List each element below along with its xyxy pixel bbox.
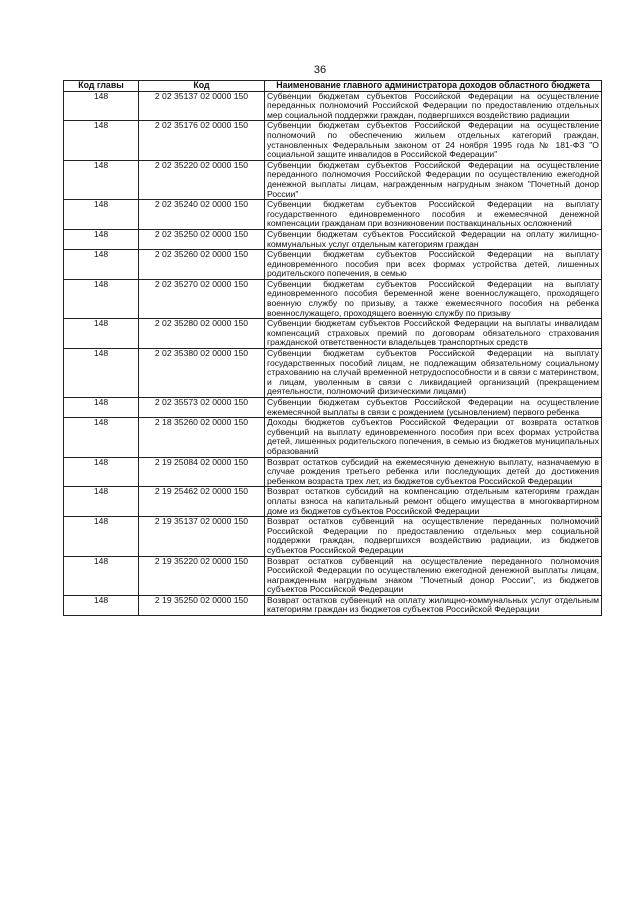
revenue-admin-table [63,80,602,616]
name-cell: Субвенции бюджетам субъектов Российской Федерации на выплату единовременного пособия при всех формах устройства детей, лишенных родительского попечения, в семью [265,250,602,280]
code-cell: 2 19 25084 02 0000 150 [139,457,265,487]
name-cell: Возврат остатков субвенций на осуществление переданного полномочия Российской Федерации по осуществлению ежегодной денежной выплаты лицам, награжденным нагрудным знаком "Почетный донор России", из бюджетов субъектов Российской Федерации [265,556,602,595]
chapter-cell: 148 [64,200,139,230]
table-row [64,349,602,398]
table-row [64,279,602,318]
chapter-cell: 148 [64,91,139,121]
code-cell: 2 02 35137 02 0000 150 [139,91,265,121]
code-cell: 2 02 35280 02 0000 150 [139,319,265,349]
chapter-cell: 148 [64,487,139,517]
table-row [64,517,602,556]
name-cell: Возврат остатков субсидий на ежемесячную денежную выплату, назначаемую в случае рождения третьего ребенка или последующих детей до достижения ребенком возраста трех лет, из бюджетов субъектов Российской Федерации [265,457,602,487]
table-row [64,250,602,280]
code-cell: 2 02 35176 02 0000 150 [139,121,265,160]
name-cell: Возврат остатков субвенций на осуществление переданных полномочий Российской Федерации по предоставлению отдельных мер социальной поддержки граждан, подвергшихся воздействию радиации, из бюджетов субъектов Российской Федерации [265,517,602,556]
table-row [64,398,602,418]
code-cell: 2 02 35380 02 0000 150 [139,349,265,398]
name-cell: Субвенции бюджетам субъектов Российской Федерации на выплату государственных пособий лицам, не подлежащим обязательному социальному страхованию на случай временной нетрудоспособности и в связи с материнством, и лицам, уволенным в связи с ликвидацией организаций (прекращением деятельности, полномочий физическими лицами) [265,349,602,398]
chapter-cell: 148 [64,398,139,418]
chapter-cell: 148 [64,457,139,487]
table-row [64,91,602,121]
code-cell: 2 19 25462 02 0000 150 [139,487,265,517]
name-cell: Субвенции бюджетам субъектов Российской Федерации на выплату государственного единовременного пособия и ежемесячной денежной компенсации гражданам при возникновении поствакцинальных осложнений [265,200,602,230]
code-cell: 2 02 35240 02 0000 150 [139,200,265,230]
table-row [64,556,602,595]
chapter-cell: 148 [64,319,139,349]
chapter-cell: 148 [64,418,139,457]
chapter-cell: 148 [64,349,139,398]
code-cell: 2 02 35260 02 0000 150 [139,250,265,280]
table-body [64,91,602,615]
name-cell: Субвенции бюджетам субъектов Российской Федерации на осуществление переданного полномочия Российской Федерации по осуществлению ежегодной денежной выплаты лицам, награжденным нагрудным знаком "Почетный донор России" [265,160,602,199]
table-row [64,487,602,517]
chapter-cell: 148 [64,279,139,318]
table-row [64,160,602,199]
table-row [64,457,602,487]
name-cell: Доходы бюджетов субъектов Российской Федерации от возврата остатков субвенций на выплату единовременного пособия при всех формах устройства детей, лишенных родительского попечения, в семью из бюджетов муниципальных образований [265,418,602,457]
chapter-cell: 148 [64,250,139,280]
table-row [64,200,602,230]
header-admin-name: Наименование главного администратора доходов областного бюджета [265,81,602,92]
name-cell: Субвенции бюджетам субъектов Российской Федерации на осуществление ежемесячной выплаты в связи с рождением (усыновлением) первого ребенка [265,398,602,418]
code-cell: 2 02 35573 02 0000 150 [139,398,265,418]
code-cell: 2 02 35250 02 0000 150 [139,229,265,249]
table-row [64,319,602,349]
chapter-cell: 148 [64,121,139,160]
chapter-cell: 148 [64,517,139,556]
name-cell: Возврат остатков субвенций на оплату жилищно-коммунальных услуг отдельным категориям граждан из бюджетов субъектов Российской Федерации [265,595,602,615]
table-row [64,595,602,615]
table-header-row [64,81,602,92]
name-cell: Субвенции бюджетам субъектов Российской Федерации на осуществление переданных полномочий Российской Федерации по предоставлению отдельных мер социальной поддержки граждан, подвергшихся воздействию радиации [265,91,602,121]
chapter-cell: 148 [64,556,139,595]
name-cell: Субвенции бюджетам субъектов Российской Федерации на выплаты инвалидам компенсаций страховых премий по договорам обязательного страхования гражданской ответственности владельцев транспортных средств [265,319,602,349]
name-cell: Субвенции бюджетам субъектов Российской Федерации на оплату жилищно-коммунальных услуг отдельным категориям граждан [265,229,602,249]
name-cell: Субвенции бюджетам субъектов Российской Федерации на выплату единовременного пособия беременной жене военнослужащего, проходящего военную службу по призыву, а также ежемесячного пособия на ребенка военнослужащего, проходящего военную службу по призыву [265,279,602,318]
name-cell: Возврат остатков субсидий на компенсацию отдельным категориям граждан оплаты взноса на капитальный ремонт общего имущества в многоквартирном доме из бюджетов субъектов Российской Федерации [265,487,602,517]
chapter-cell: 148 [64,229,139,249]
code-cell: 2 19 35250 02 0000 150 [139,595,265,615]
name-cell: Субвенции бюджетам субъектов Российской Федерации на осуществление полномочий по обеспечению жильем отдельных категорий граждан, установленных Федеральным законом от 24 ноября 1995 года № 181-ФЗ "О социальной защите инвалидов в Российской Федерации" [265,121,602,160]
header-code: Код [139,81,265,92]
code-cell: 2 02 35220 02 0000 150 [139,160,265,199]
chapter-cell: 148 [64,595,139,615]
page-number: 36 [313,64,327,76]
code-cell: 2 02 35270 02 0000 150 [139,279,265,318]
code-cell: 2 19 35137 02 0000 150 [139,517,265,556]
table-row [64,121,602,160]
code-cell: 2 19 35220 02 0000 150 [139,556,265,595]
header-chapter-code: Код главы [64,81,139,92]
table-row [64,418,602,457]
code-cell: 2 18 35260 02 0000 150 [139,418,265,457]
table-row [64,229,602,249]
chapter-cell: 148 [64,160,139,199]
